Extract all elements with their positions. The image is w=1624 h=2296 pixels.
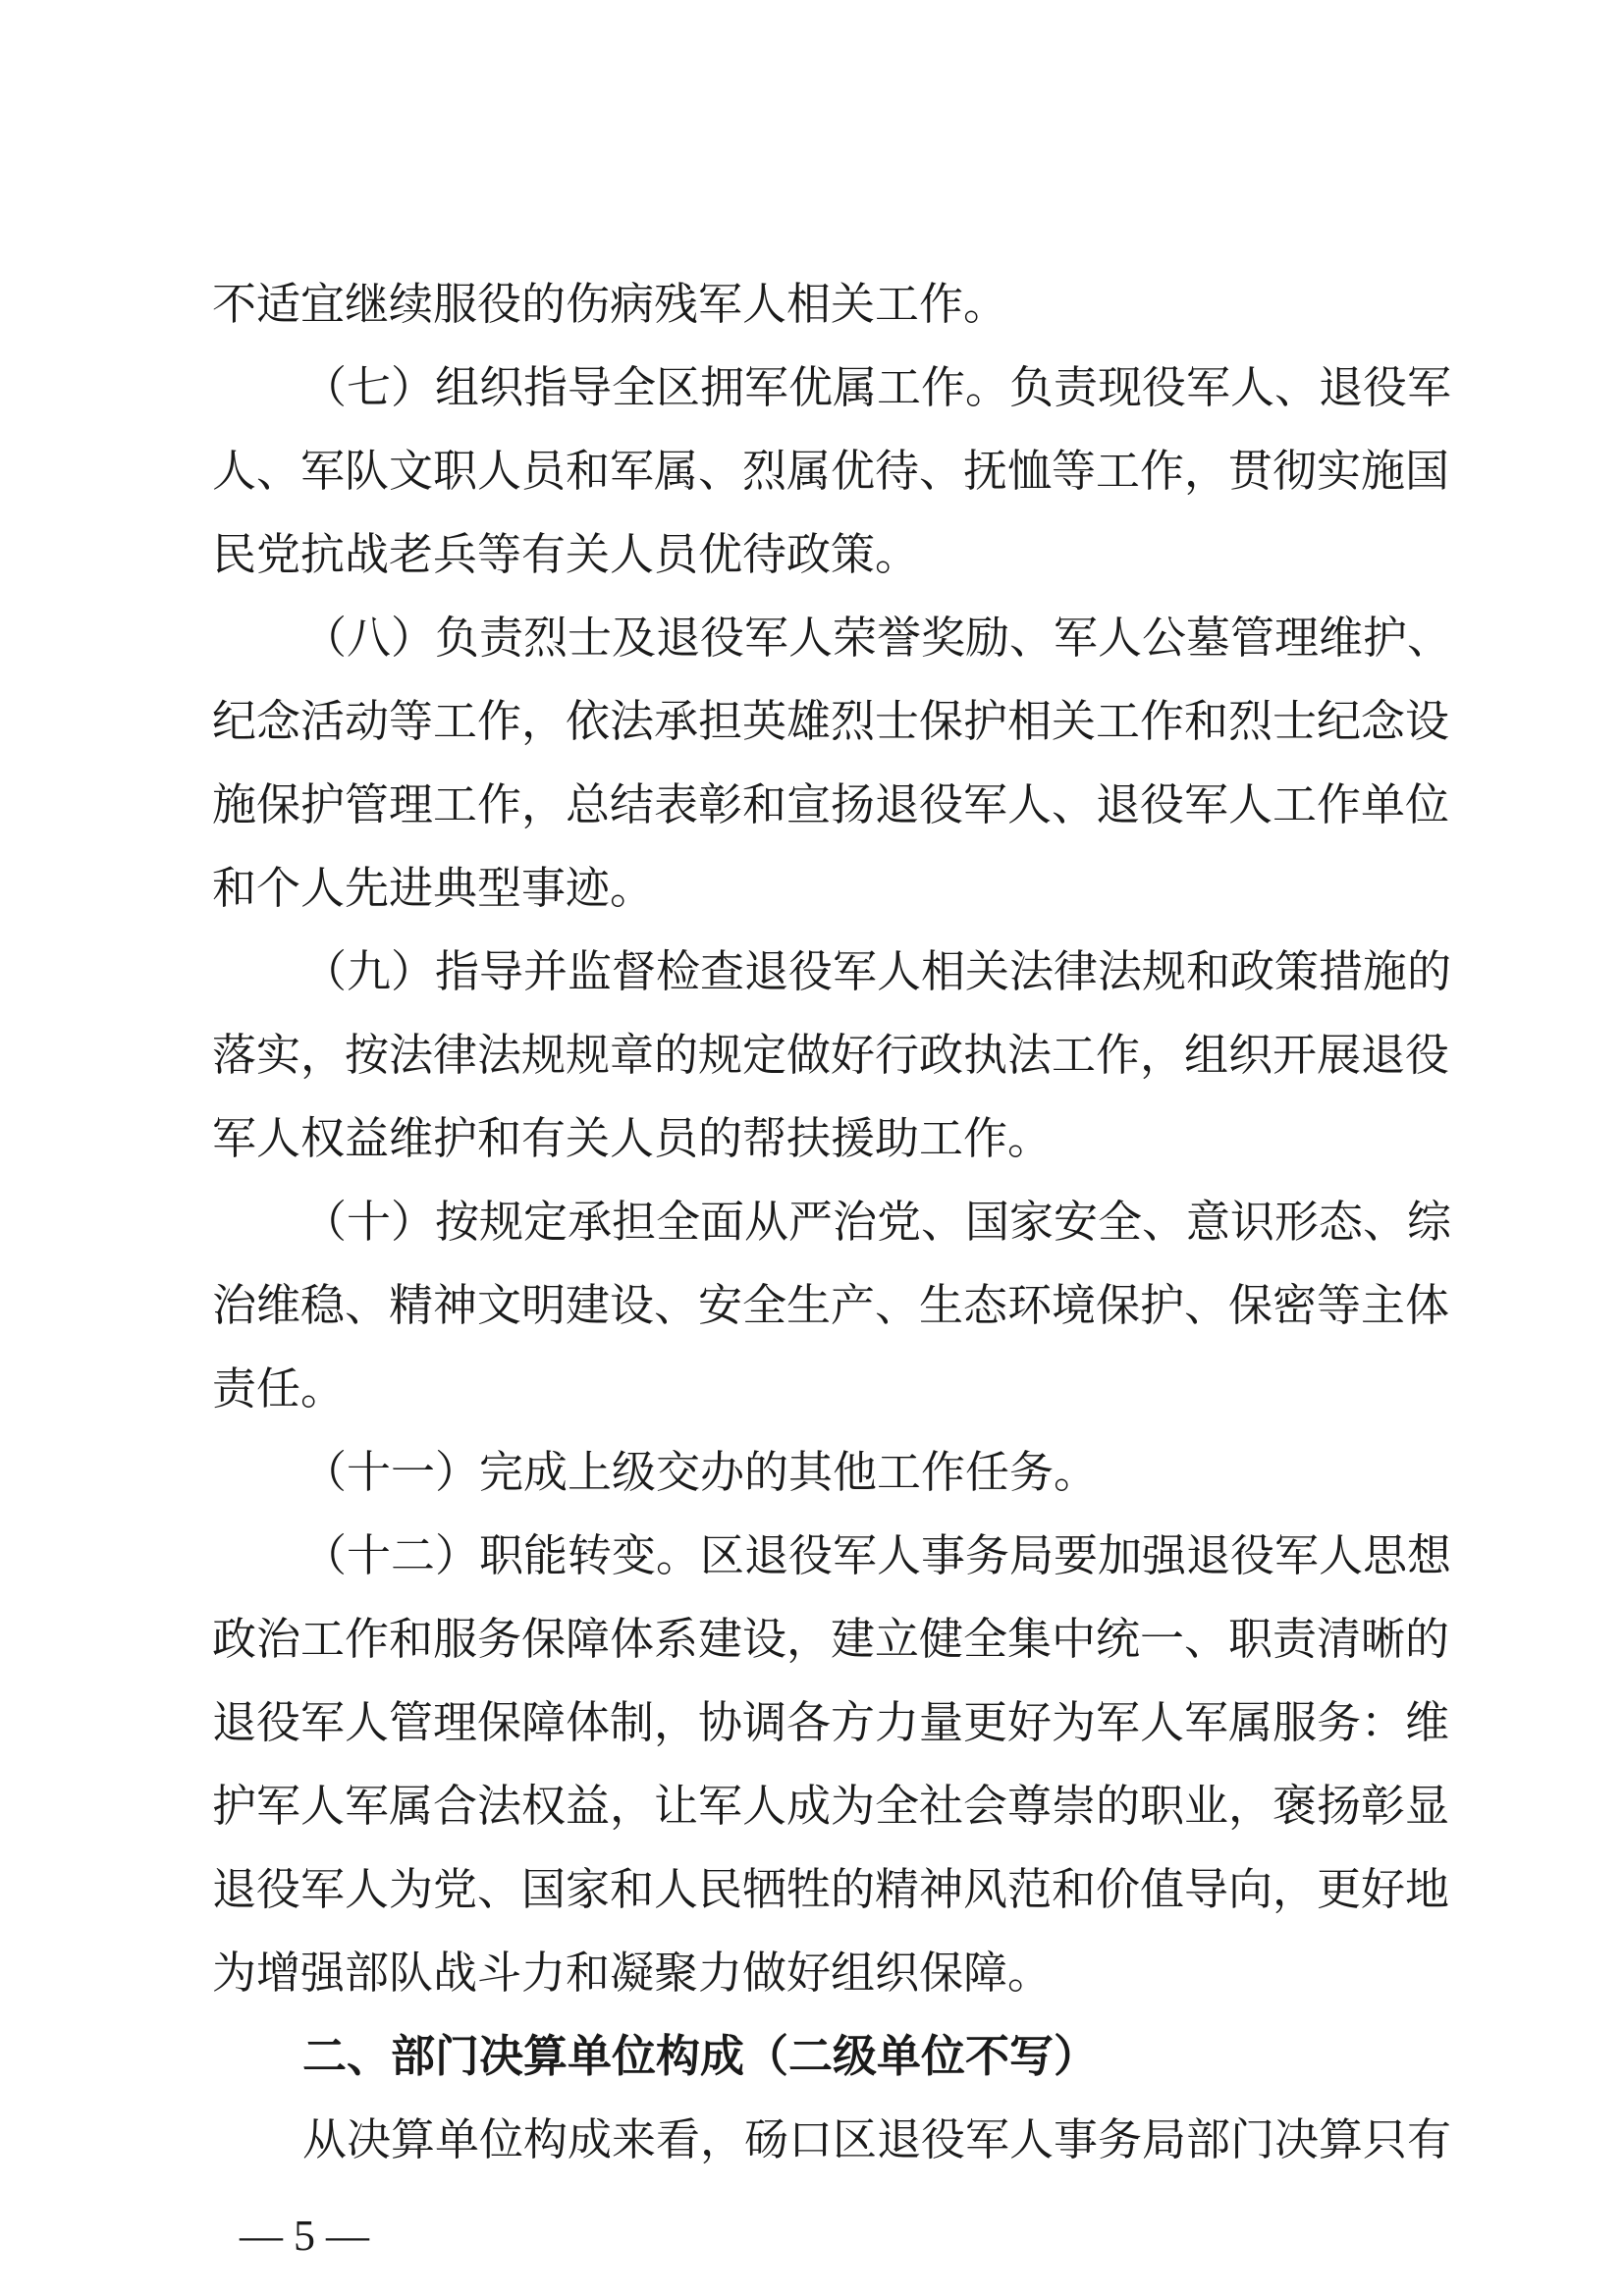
paragraph-line: 和个人先进典型事迹。: [212, 862, 655, 914]
paragraph-line: （十二）职能转变。区退役军人事务局要加强退役军人思想: [302, 1529, 1452, 1581]
paragraph-line: 军人权益维护和有关人员的帮扶援助工作。: [212, 1112, 1053, 1164]
paragraph-line: 退役军人管理保障体制，协调各方力量更好为军人军属服务：维: [212, 1696, 1450, 1748]
paragraph-line: 退役军人为党、国家和人民牺牲的精神风范和价值导向，更好地: [212, 1863, 1450, 1915]
paragraph-line: 落实，按法律法规规章的规定做好行政执法工作，组织开展退役: [212, 1029, 1450, 1081]
section-heading: 二、部门决算单位构成（二级单位不写）: [302, 2030, 1099, 2082]
paragraph-line: 护军人军属合法权益，让军人成为全社会尊崇的职业，褒扬彰显: [212, 1780, 1450, 1832]
paragraph-line: 责任。: [212, 1362, 346, 1415]
paragraph-line: 民党抗战老兵等有关人员优待政策。: [212, 528, 920, 580]
paragraph-line: 从决算单位构成来看，砀口区退役军人事务局部门决算只有: [302, 2113, 1452, 2165]
paragraph-line: 施保护管理工作，总结表彰和宣扬退役军人、退役军人工作单位: [212, 778, 1450, 830]
paragraph-line: （九）指导并监督检查退役军人相关法律法规和政策措施的: [302, 945, 1452, 997]
paragraph-line: 不适宜继续服役的伤病残军人相关工作。: [212, 278, 1008, 330]
paragraph-line: （十一）完成上级交办的其他工作任务。: [302, 1446, 1099, 1498]
paragraph-line: 为增强部队战斗力和凝聚力做好组织保障。: [212, 1947, 1053, 1999]
paragraph-line: 纪念活动等工作，依法承担英雄烈士保护相关工作和烈士纪念设: [212, 695, 1450, 747]
page-number: — 5 —: [240, 2212, 369, 2260]
paragraph-line: （八）负责烈士及退役军人荣誉奖励、军人公墓管理维护、: [302, 612, 1452, 664]
paragraph-line: （七）组织指导全区拥军优属工作。负责现役军人、退役军: [302, 361, 1452, 413]
paragraph-line: 政治工作和服务保障体系建设，建立健全集中统一、职责清晰的: [212, 1613, 1450, 1665]
paragraph-line: 人、军队文职人员和军属、烈属优待、抚恤等工作，贯彻实施国: [212, 445, 1450, 497]
paragraph-line: （十）按规定承担全面从严治党、国家安全、意识形态、综: [302, 1196, 1452, 1248]
paragraph-line: 治维稳、精神文明建设、安全生产、生态环境保护、保密等主体: [212, 1279, 1450, 1331]
